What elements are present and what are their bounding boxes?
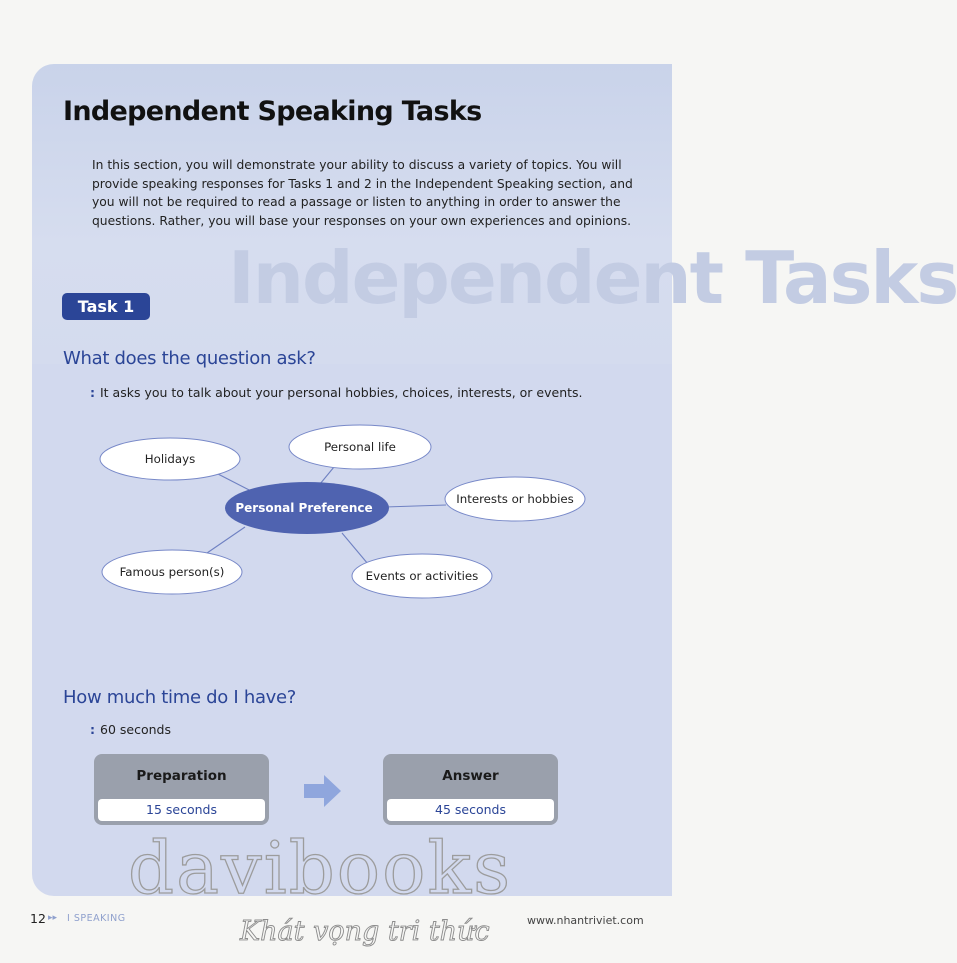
question-answer-text: It asks you to talk about your personal hobbies, choices, interests, or events. [100,385,583,400]
node-events-label: Events or activities [365,569,479,583]
footer-url: www.nhantriviet.com [527,914,644,927]
arrow-right-icon [304,774,342,808]
intro-paragraph: In this section, you will demonstrate your ability to discuss a variety of topics. You will provide speaking responses for Tasks 1 and 2 in the Independent Speaking section, and you will not be required to read a passage or listen to anything in order to answer the questions. Rather, you will base your responses on your own experiences and opinions. [92,158,633,228]
preparation-box [94,754,269,825]
colon-marker: : [90,385,95,400]
task-badge: Task 1 [62,293,150,320]
background-watermark: Independent Tasks [228,236,957,320]
preparation-label: Preparation [136,768,227,784]
time-total [90,722,171,737]
answer-time: 45 seconds [387,799,554,821]
node-famous-label: Famous person(s) [119,565,225,579]
connector-interests [385,505,446,507]
page-title: Independent Speaking Tasks [63,96,482,127]
watermark-slogan: Khát vọng tri thức [240,916,490,947]
colon-marker: : [90,722,95,737]
node-personal-life-label: Personal life [324,440,396,454]
footer-separator: ▸▸ [48,913,58,923]
preparation-time: 15 seconds [98,799,265,821]
connector-famous [207,527,245,553]
question-heading: What does the question ask? [63,348,316,369]
answer-box [383,754,558,825]
page-number: 12 [30,911,46,926]
node-interests-label: Interests or hobbies [456,492,574,506]
connector-events [342,533,368,564]
center-node-label: Personal Preference [235,501,373,515]
node-holidays-label: Holidays [144,452,196,466]
watermark-brand: davibooks [128,826,513,910]
answer-label: Answer [442,768,499,784]
footer-section: I SPEAKING [67,913,126,924]
time-total-text: 60 seconds [100,722,171,737]
connector-personal-life [320,467,334,484]
time-heading: How much time do I have? [63,687,297,708]
